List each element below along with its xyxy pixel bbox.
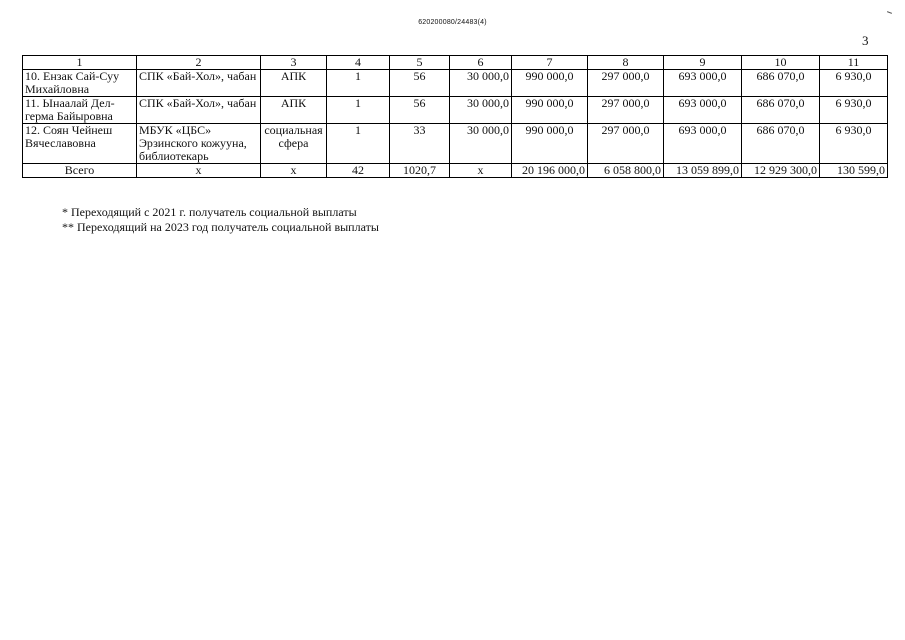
total-cell: 1020,7	[390, 164, 450, 178]
total-cell: 13 059 899,0	[664, 164, 742, 178]
sector-cell: АПК	[261, 70, 327, 97]
total-cell: x	[137, 164, 261, 178]
column-number: 5	[390, 56, 450, 70]
footnote: * Переходящий с 2021 г. получатель социальной выплаты	[62, 205, 357, 219]
value-cell: 990 000,0	[512, 70, 588, 97]
total-cell: x	[450, 164, 512, 178]
value-cell: 297 000,0	[588, 97, 664, 124]
value-cell: 1	[327, 124, 390, 164]
value-cell: 693 000,0	[664, 124, 742, 164]
column-number: 8	[588, 56, 664, 70]
footnote: ** Переходящий на 2023 год получатель социальной выплаты	[62, 220, 379, 234]
document-code: 620200080/24483(4)	[418, 19, 487, 26]
column-number: 4	[327, 56, 390, 70]
value-cell: 1	[327, 70, 390, 97]
value-cell: 30 000,0	[450, 97, 512, 124]
recipient-name: 12. Соян Чейнеш Вячеславовна	[23, 124, 137, 164]
column-number-row	[23, 56, 888, 70]
sector-cell: социальная сфера	[261, 124, 327, 164]
value-cell: 6 930,0	[820, 124, 888, 164]
total-cell: 130 599,0	[820, 164, 888, 178]
value-cell: 686 070,0	[742, 97, 820, 124]
column-number: 11	[820, 56, 888, 70]
recipient-name: 10. Ензак Сай-Суу Михайловна	[23, 70, 137, 97]
value-cell: 297 000,0	[588, 70, 664, 97]
recipient-name: 11. Ынаалай Дел-герма Байыровна	[23, 97, 137, 124]
column-number: 7	[512, 56, 588, 70]
employer-cell: МБУК «ЦБС» Эрзинского кожууна, библиотекарь	[137, 124, 261, 164]
page-number: 3	[862, 33, 869, 48]
sector-cell: АПК	[261, 97, 327, 124]
total-row	[23, 164, 888, 178]
value-cell: 686 070,0	[742, 70, 820, 97]
column-number: 1	[23, 56, 137, 70]
table-row	[23, 97, 888, 124]
total-cell: 20 196 000,0	[512, 164, 588, 178]
value-cell: 56	[390, 97, 450, 124]
value-cell: 56	[390, 70, 450, 97]
recipients-table	[22, 55, 888, 178]
value-cell: 693 000,0	[664, 97, 742, 124]
table-row	[23, 124, 888, 164]
value-cell: 297 000,0	[588, 124, 664, 164]
table-row	[23, 70, 888, 97]
total-cell: 12 929 300,0	[742, 164, 820, 178]
total-cell: 6 058 800,0	[588, 164, 664, 178]
value-cell: 990 000,0	[512, 124, 588, 164]
total-cell: 42	[327, 164, 390, 178]
value-cell: 693 000,0	[664, 70, 742, 97]
scan-mark	[887, 11, 892, 14]
column-number: 9	[664, 56, 742, 70]
total-label: Всего	[23, 164, 137, 178]
value-cell: 30 000,0	[450, 70, 512, 97]
column-number: 2	[137, 56, 261, 70]
value-cell: 6 930,0	[820, 70, 888, 97]
employer-cell: СПК «Бай-Хол», чабан	[137, 97, 261, 124]
value-cell: 990 000,0	[512, 97, 588, 124]
value-cell: 33	[390, 124, 450, 164]
footnotes	[62, 205, 379, 235]
employer-cell: СПК «Бай-Хол», чабан	[137, 70, 261, 97]
value-cell: 6 930,0	[820, 97, 888, 124]
column-number: 3	[261, 56, 327, 70]
value-cell: 686 070,0	[742, 124, 820, 164]
value-cell: 1	[327, 97, 390, 124]
total-cell: x	[261, 164, 327, 178]
column-number: 6	[450, 56, 512, 70]
value-cell: 30 000,0	[450, 124, 512, 164]
column-number: 10	[742, 56, 820, 70]
